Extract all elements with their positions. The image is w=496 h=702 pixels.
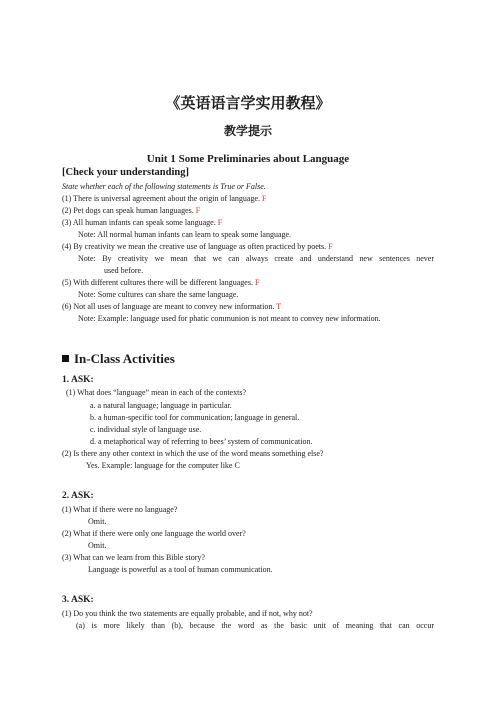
statement-6: (6) Not all uses of language are meant to convey new information. T	[62, 302, 282, 311]
ask-2-a1: Omit.	[88, 517, 107, 526]
statement-5: (5) With different cultures there will be different languages. F	[62, 278, 260, 287]
ask-1-b: b. a human-specific tool for communication; language in general.	[90, 413, 300, 422]
statement-2: (2) Pet dogs can speak human languages. F	[62, 206, 201, 215]
ask-1-a: a. a natural language; language in particular.	[90, 401, 232, 410]
note-4-cont: used before.	[104, 266, 144, 275]
ask-1-c: c. individual style of language use.	[90, 425, 202, 434]
ask-2-a3: Language is powerful as a tool of human communication.	[88, 565, 273, 574]
statement-4: (4) By creativity we mean the creative use of language as often practiced by poets. F	[62, 242, 333, 251]
ask-2-q1: (1) What if there were no language?	[62, 505, 178, 514]
answer-5: F	[254, 278, 260, 287]
inclass-heading: In-Class Activities	[62, 351, 175, 367]
answer-1: F	[262, 194, 267, 203]
square-bullet-icon	[62, 355, 69, 362]
unit-title: Unit 1 Some Preliminaries about Language	[146, 153, 350, 165]
ask-2-q2: (2) What if there were only one language the world over?	[62, 529, 246, 538]
ask-1-q2: (2) Is there any other context in which the use of the word means something else?	[62, 449, 324, 458]
subtitle: 教学提示	[223, 124, 272, 138]
check-instruction: State whether each of the following statements is True or False.	[62, 182, 266, 191]
ask-2-title: 2. ASK:	[62, 491, 94, 501]
ask-1-q1: (1) What does “language” mean in each of the contexts?	[66, 388, 246, 397]
ask-3-title: 3. ASK:	[62, 595, 94, 605]
answer-4: F	[328, 242, 333, 251]
ask-2-a2: Omit.	[88, 541, 107, 550]
ask-1-title: 1. ASK:	[62, 375, 94, 385]
note-3: Note: All normal human infants can learn to speak some language.	[78, 230, 292, 239]
note-4: Note: By creativity we mean that we can always create and understand new sentences never	[78, 254, 434, 263]
book-title: 《英语语言学实用教程》	[165, 96, 331, 112]
note-5: Note: Some cultures can share the same language.	[78, 290, 239, 299]
answer-3: F	[217, 218, 223, 227]
note-6: Note: Example: language used for phatic communion is not meant to convey new information.	[78, 314, 381, 323]
ask-1-a2: Yes. Example: language for the computer like C	[86, 461, 240, 470]
ask-1-d: d. a metaphorical way of referring to bees’ system of communication.	[90, 437, 313, 446]
answer-2: F	[195, 206, 201, 215]
statement-1: (1) There is universal agreement about the origin of language. F	[62, 194, 267, 203]
answer-6: T	[276, 302, 282, 311]
check-heading: [Check your understanding]	[62, 167, 189, 178]
ask-3-a1: (a) is more likely than (b), because the word as the basic unit of meaning that can occur	[76, 621, 434, 630]
statement-3: (3) All human infants can speak some language. F	[62, 218, 223, 227]
ask-3-q1: (1) Do you think the two statements are equally probable, and if not, why not?	[62, 609, 313, 618]
ask-2-q3: (3) What can we learn from this Bible story?	[62, 553, 205, 562]
